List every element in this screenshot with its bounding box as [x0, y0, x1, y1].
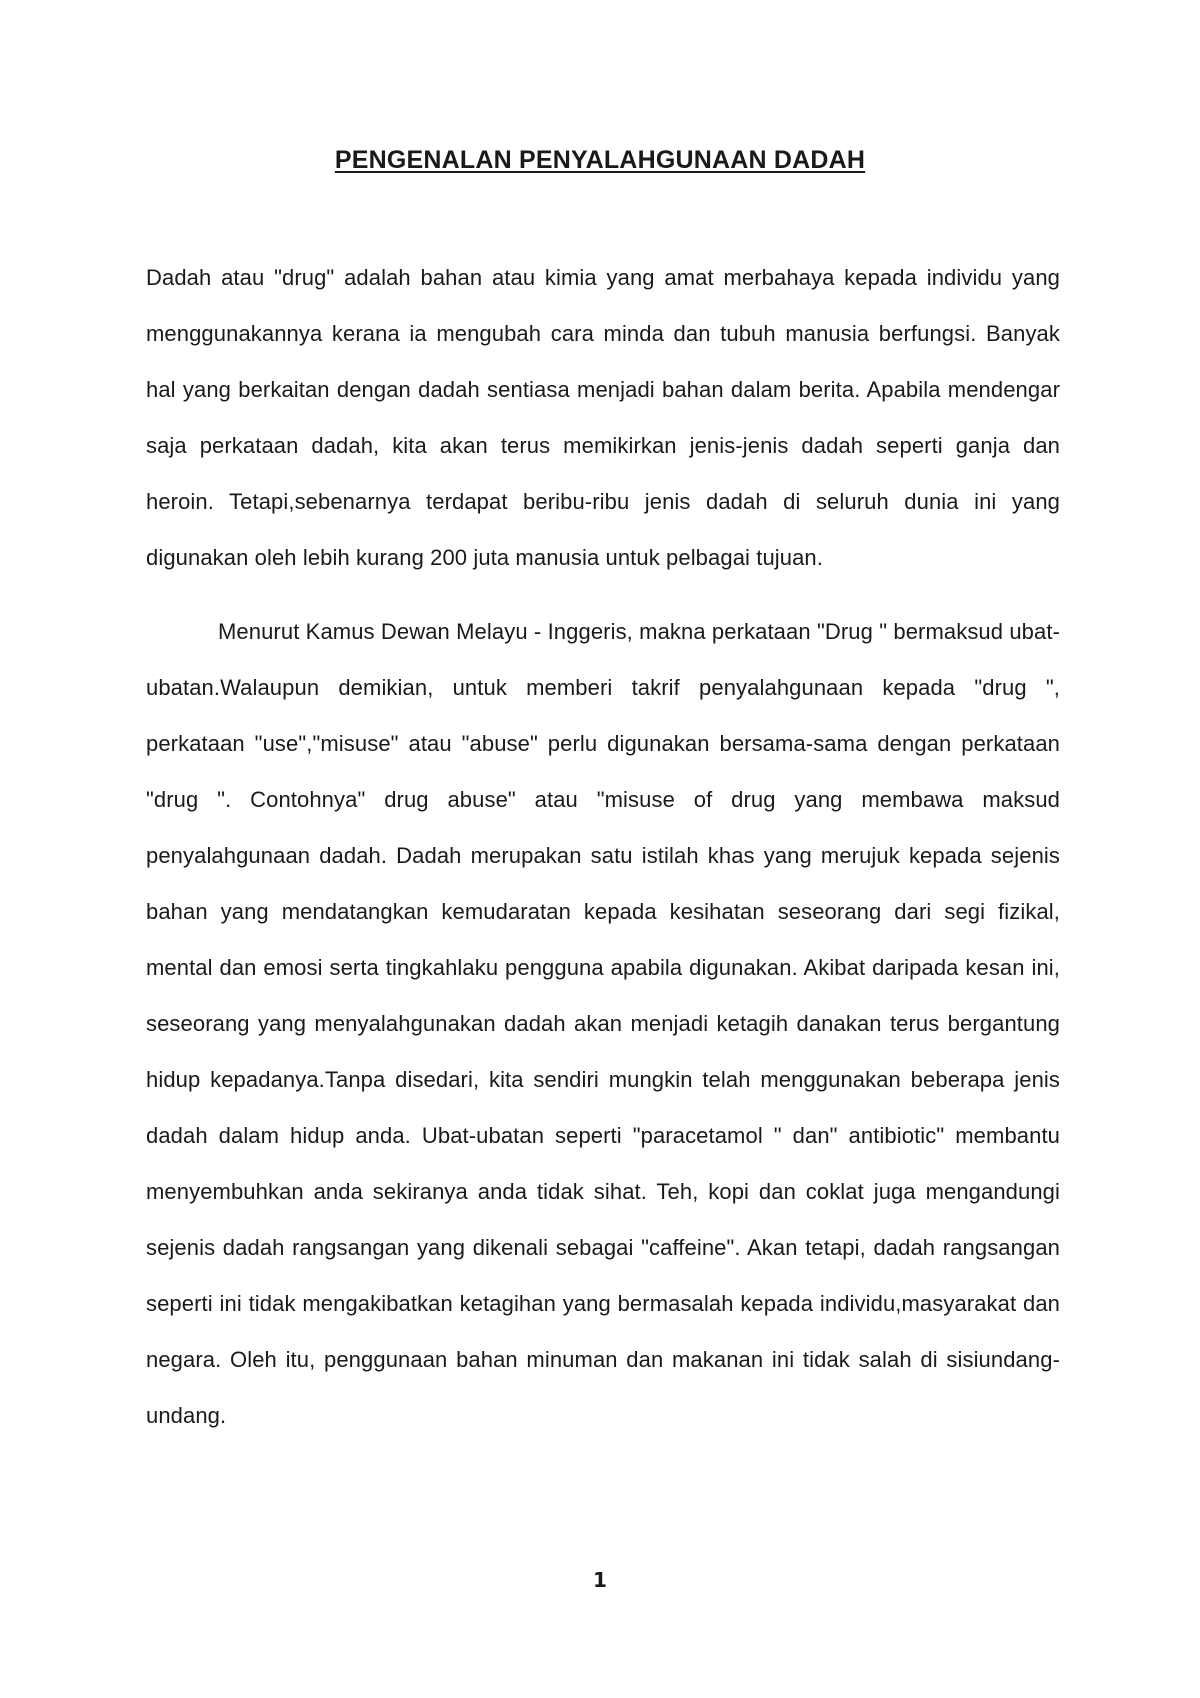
paragraph-definition: Menurut Kamus Dewan Melayu - Inggeris, makna perkataan "Drug " bermaksud ubat-ubatan.Walaupun demikian, untuk memberi takrif penyalahgunaan kepada "drug ", perkataan "use","misuse" atau "abuse" perlu digunakan bersama-sama dengan perkataan "drug ". Contohnya" drug abuse" atau "misuse of drug yang membawa maksud penyalahgunaan dadah. Dadah merupakan satu istilah khas yang merujuk kepada sejenis bahan yang mendatangkan kemudaratan kepada kesihatan seseorang dari segi fizikal, mental dan emosi serta tingkahlaku pengguna apabila digunakan. Akibat daripada kesan ini, seseorang yang menyalahgunakan dadah akan menjadi ketagih danakan terus bergantung hidup kepadanya.Tanpa disedari, kita sendiri mungkin telah menggunakan beberapa jenis dadah dalam hidup anda. Ubat-ubatan seperti "paracetamol " dan" antibiotic" membantu menyembuhkan anda sekiranya anda tidak sihat. Teh, kopi dan coklat juga mengandungi sejenis dadah rangsangan yang dikenali sebagai "caffeine". Akan tetapi, dadah rangsangan seperti ini tidak mengakibatkan ketagihan yang bermasalah kepada individu,masyarakat dan negara. Oleh itu, penggunaan bahan minuman dan makanan ini tidak salah di sisiundang-undang. [146, 619, 1060, 1428]
document-title: PENGENALAN PENYALAHGUNAAN DADAH [334, 146, 866, 174]
paragraph-intro: Dadah atau "drug" adalah bahan atau kimia yang amat merbahaya kepada individu yang menggunakannya kerana ia mengubah cara minda dan tubuh manusia berfungsi. Banyak hal yang berkaitan dengan dadah sentiasa menjadi bahan dalam berita. Apabila mendengar saja perkataan dadah, kita akan terus memikirkan jenis-jenis dadah seperti ganja dan heroin. Tetapi,sebenarnya terdapat beribu-ribu jenis dadah di seluruh dunia ini yang digunakan oleh lebih kurang 200 juta manusia untuk pelbagai tujuan. [146, 265, 1060, 570]
document-body [146, 250, 1060, 1444]
page-number: 1 [593, 1568, 607, 1592]
